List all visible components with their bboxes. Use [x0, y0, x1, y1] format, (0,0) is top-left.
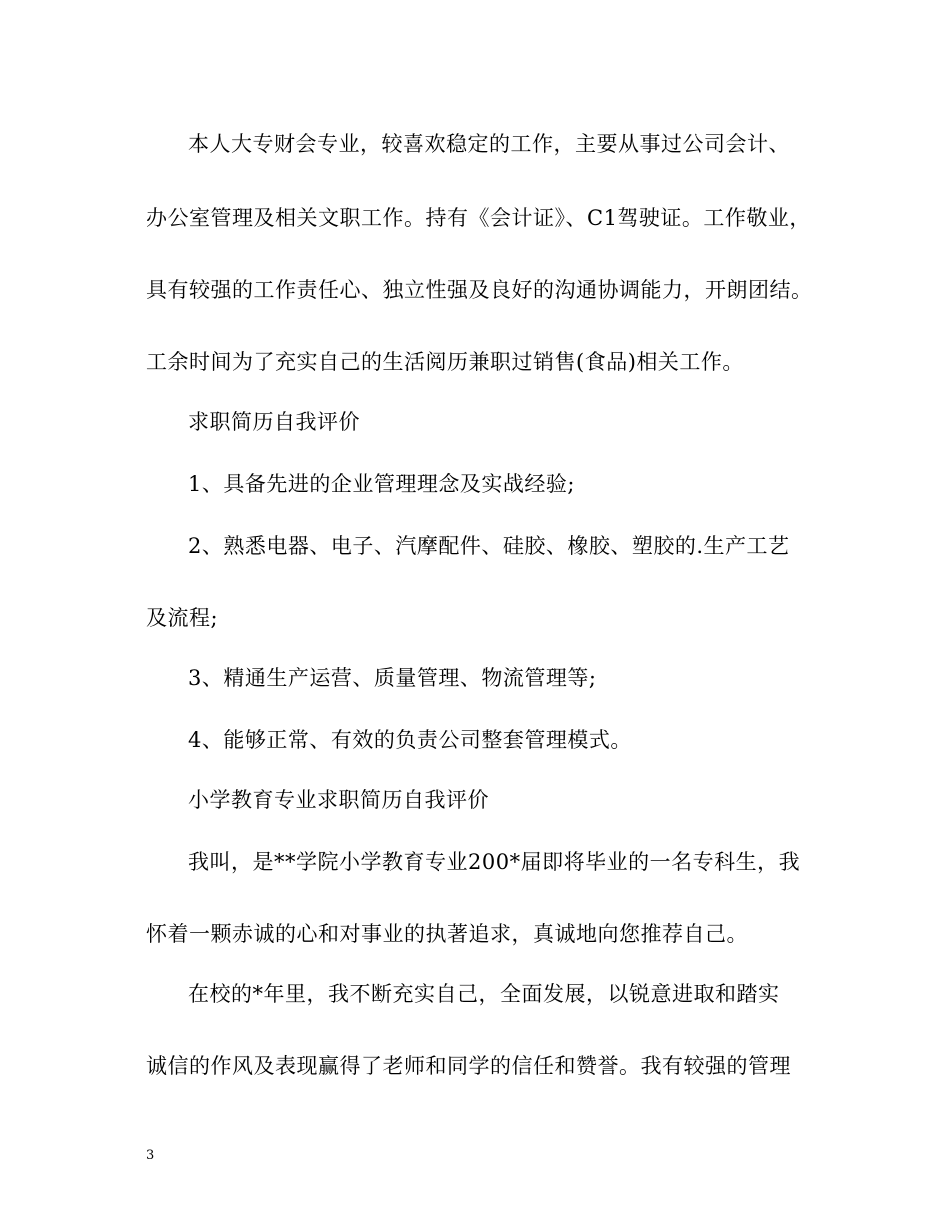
paragraph-line: 办公室管理及相关文职工作。持有《会计证》、C1驾驶证。工作敬业， — [146, 206, 811, 230]
paragraph-line: 在校的*年里，我不断充实自己，全面发展，以锐意进取和踏实 — [188, 982, 780, 1006]
paragraph-line: 怀着一颗赤诚的心和对事业的执著追求，真诚地向您推荐自己。 — [146, 922, 748, 946]
paragraph-line: 工余时间为了充实自己的生活阅历兼职过销售(食品)相关工作。 — [146, 350, 744, 374]
list-item-continuation: 及流程; — [146, 606, 219, 630]
list-item: 1、具备先进的企业管理理念及实战经验; — [188, 472, 575, 496]
page-number: 3 — [146, 1148, 155, 1163]
paragraph-line: 本人大专财会专业，较喜欢稳定的工作，主要从事过公司会计、 — [188, 132, 790, 156]
section-heading: 小学教育专业求职简历自我评价 — [188, 788, 489, 812]
section-heading: 求职简历自我评价 — [188, 410, 360, 434]
list-item: 2、熟悉电器、电子、汽摩配件、硅胶、橡胶、塑胶的.生产工艺 — [188, 534, 790, 558]
paragraph-line: 诚信的作风及表现赢得了老师和同学的信任和赞誉。我有较强的管理 — [146, 1054, 791, 1078]
list-item: 3、精通生产运营、质量管理、物流管理等; — [188, 666, 597, 690]
list-item: 4、能够正常、有效的负责公司整套管理模式。 — [188, 728, 632, 752]
paragraph-line: 我叫，是**学院小学教育专业200*届即将毕业的一名专科生，我 — [188, 850, 801, 874]
paragraph-line: 具有较强的工作责任心、独立性强及良好的沟通协调能力，开朗团结。 — [146, 278, 813, 302]
